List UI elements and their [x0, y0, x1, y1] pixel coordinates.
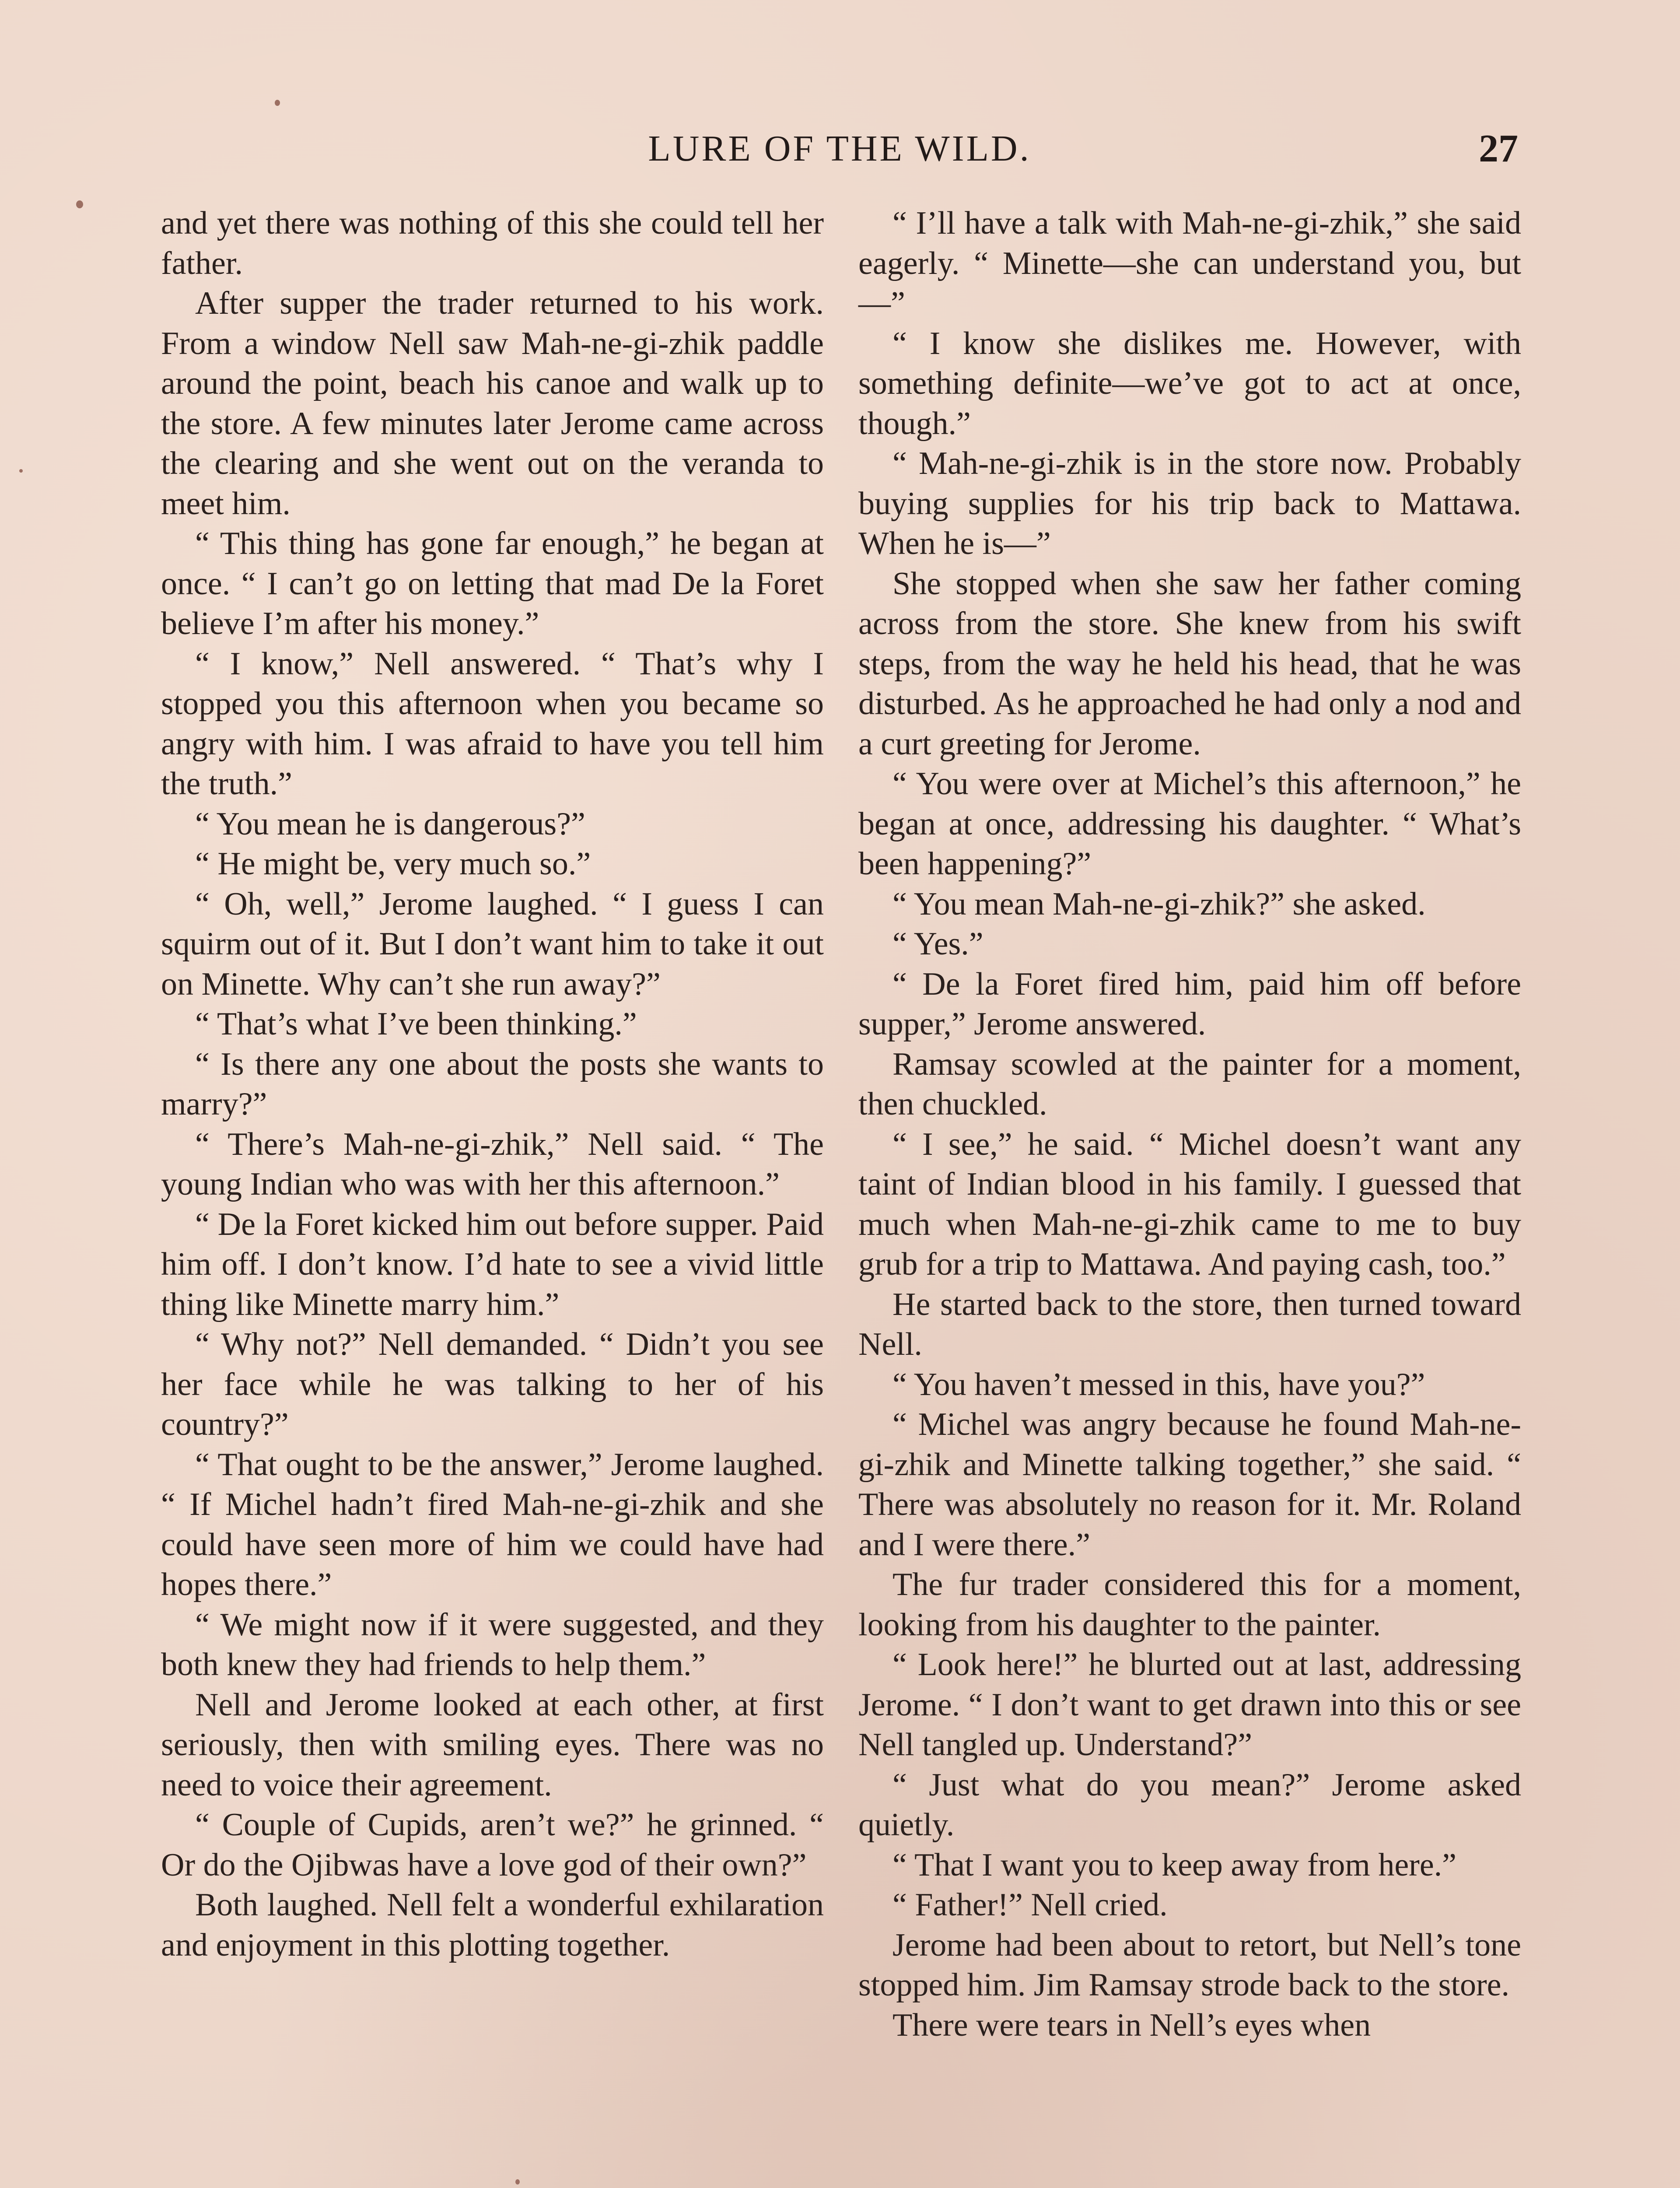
paragraph: Jerome had been about to retort, but Nell’s tone stopped him. Jim Ramsay strode back to the store.	[858, 1927, 1521, 2003]
paragraph: “ Look here!” he blurted out at last, addressing Jerome. “ I don’t want to get drawn into this or see Nell tangled up. Understand?”	[858, 1647, 1521, 1763]
left-column	[161, 203, 824, 1965]
paragraph: “ You haven’t messed in this, have you?”	[892, 1366, 1425, 1403]
page-number: 27	[1479, 127, 1518, 170]
paragraph: “ Yes.”	[892, 926, 984, 962]
paragraph: “ Father!” Nell cried.	[892, 1887, 1168, 1923]
paragraph: “ There’s Mah-ne-gi-zhik,” Nell said. “ The young Indian who was with her this afternoon.”	[161, 1126, 824, 1202]
paragraph: Nell and Jerome looked at each other, at first seriously, then with smiling eyes. There was no need to voice their agreement.	[161, 1687, 824, 1803]
paragraph: “ Just what do you mean?” Jerome asked quietly.	[858, 1767, 1521, 1843]
paragraph: “ This thing has gone far enough,” he began at once. “ I can’t go on letting that mad De la Foret believe I’m after his money.”	[161, 526, 824, 642]
paragraph: “ I’ll have a talk with Mah-ne-gi-zhik,” she said eagerly. “ Minette—she can understand you, but—”	[858, 205, 1521, 321]
paper-speck	[76, 200, 83, 208]
paragraph: She stopped when she saw her father coming across from the store. She knew from his swift steps, from the way he held his head, that he was disturbed. As he approached he had only a nod and a curt greeting for Jerome.	[858, 565, 1521, 762]
paragraph: “ You mean he is dangerous?”	[195, 806, 585, 842]
paragraph: “ That ought to be the answer,” Jerome laughed. “ If Michel hadn’t fired Mah-ne-gi-zhik and she could have seen more of him we could have had hopes there.”	[161, 1446, 824, 1602]
right-column	[858, 203, 1521, 2045]
paragraph: “ You mean Mah-ne-gi-zhik?” she asked.	[892, 886, 1426, 922]
paragraph: “ That’s what I’ve been thinking.”	[195, 1006, 637, 1042]
paragraph: “ Mah-ne-gi-zhik is in the store now. Probably buying supplies for his trip back to Mattawa. When he is—”	[858, 445, 1521, 561]
paragraph: He started back to the store, then turned toward Nell.	[858, 1286, 1521, 1362]
paragraph: “ Oh, well,” Jerome laughed. “ I guess I can squirm out of it. But I don’t want him to take it out on Minette. Why can’t she run away?”	[161, 886, 824, 1002]
paper-speck	[19, 469, 23, 473]
running-header	[161, 123, 1518, 175]
paragraph: “ Is there any one about the posts she wants to marry?”	[161, 1046, 824, 1122]
paper-speck	[515, 2179, 520, 2184]
paragraph: “ We might now if it were suggested, and they both knew they had friends to help them.”	[161, 1606, 824, 1683]
paragraph: “ I know,” Nell answered. “ That’s why I stopped you this afternoon when you became so angry with him. I was afraid to have you tell him the truth.”	[161, 645, 824, 802]
paragraph: and yet there was nothing of this she could tell her father.	[161, 205, 824, 281]
paragraph: The fur trader considered this for a moment, looking from his daughter to the painter.	[858, 1567, 1521, 1643]
paragraph: “ That I want you to keep away from here.”	[892, 1847, 1457, 1883]
paper-speck	[275, 100, 280, 106]
paragraph: “ De la Foret kicked him out before supper. Paid him off. I don’t know. I’d hate to see a vivid little thing like Minette marry him.”	[161, 1206, 824, 1322]
paragraph: “ I see,” he said. “ Michel doesn’t want any taint of Indian blood in his family. I guessed that much when Mah-ne-gi-zhik came to me to buy grub for a trip to Mattawa. And paying cash, too.”	[858, 1126, 1521, 1282]
paragraph: “ I know she dislikes me. However, with something definite—we’ve got to act at once, though.”	[858, 325, 1521, 442]
paragraph: Both laughed. Nell felt a wonderful exhilaration and enjoyment in this plotting together.	[161, 1887, 824, 1963]
running-title: LURE OF THE WILD.	[648, 128, 1031, 169]
paragraph: “ Michel was angry because he found Mah-ne-gi-zhik and Minette talking together,” she said. “ There was absolutely no reason for it. Mr. Roland and I were there.”	[858, 1406, 1521, 1563]
paragraph: “ He might be, very much so.”	[195, 846, 591, 882]
paragraph: “ You were over at Michel’s this afternoon,” he began at once, addressing his daughter. “ What’s been happening?”	[858, 766, 1521, 882]
paragraph: “ Couple of Cupids, aren’t we?” he grinned. “ Or do the Ojibwas have a love god of their own?”	[161, 1807, 824, 1883]
paragraph: There were tears in Nell’s eyes when	[892, 2007, 1371, 2043]
paragraph: “ Why not?” Nell demanded. “ Didn’t you see her face while he was talking to her of his country?”	[161, 1326, 824, 1442]
paragraph: Ramsay scowled at the painter for a moment, then chuckled.	[858, 1046, 1521, 1122]
paragraph: After supper the trader returned to his work. From a window Nell saw Mah-ne-gi-zhik paddle around the point, beach his canoe and walk up to the store. A few minutes later Jerome came across the clearing and she went out on the veranda to meet him.	[161, 285, 824, 522]
paragraph: “ De la Foret fired him, paid him off before supper,” Jerome answered.	[858, 966, 1521, 1042]
